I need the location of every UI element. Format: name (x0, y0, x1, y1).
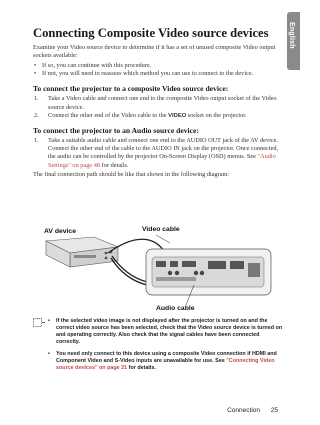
video-section-title: To connect the projector to a composite Video source device: (33, 84, 229, 94)
audio-section-title: To connect the projector to an Audio source device: (33, 126, 199, 136)
av-device-label: AV device (44, 228, 76, 235)
page-footer (0, 407, 290, 417)
step-item (33, 112, 279, 120)
step-number: 2. (34, 111, 39, 119)
video-cable-label: Video cable (142, 226, 180, 233)
bullet-item: • If so, you can continue with this procedure. (33, 62, 279, 70)
note-items (48, 318, 284, 377)
page-heading: Connecting Composite Video source devices (33, 26, 269, 40)
footer-section: Connection (227, 407, 260, 414)
step-number: 1. (34, 137, 39, 145)
step-text-end: socket on the projector. (186, 111, 247, 119)
av-device-illustration (46, 237, 118, 267)
connecting-video-link[interactable]: "Connecting Video source devices" on page 21 (56, 358, 275, 371)
video-socket-label: VIDEO (168, 112, 187, 119)
connection-illustration (36, 223, 278, 315)
language-tab-label: English (288, 22, 295, 49)
audio-steps (33, 137, 279, 170)
note-icon (33, 318, 45, 327)
step-text: Connect the other end of the Video cable to the (48, 111, 169, 119)
intro-paragraph: Examine your Video source device to determine if it has a set of unused composite Video output sockets available: (33, 44, 276, 59)
note-item: • You need only connect to this device using a composite Video connection if HDMI and Component Video and S-Video inputs are unavailable for use. See "Connecting Video source devices" on page 21 for details. (48, 351, 277, 371)
step-text-end: for details. (100, 161, 129, 169)
intro-bullets (33, 62, 279, 78)
note-text: You need only connect to this device using a composite Video connection if HDMI and Component Video and S-Video inputs are unavailable for use. See (56, 351, 277, 364)
final-paragraph: The final connection path should be like that shown in the following diagram: (33, 170, 230, 178)
note-item: • If the selected video image is not displayed after the projector is turned on and the correct video source has been selected, check that the Video source device is turned on and operating correctly. Also check that the signal cables have been connected correctly. (48, 318, 283, 345)
page-number: 25 (270, 407, 278, 414)
audio-cable-label: Audio cable (156, 305, 195, 312)
note-text: If the selected video image is not displayed after the projector is turned on and the correct video source has been selected, check that the Video source device is turned on and operating correctly. Also check that the signal cables have been connected correctly. (56, 318, 283, 345)
bullet-item: • If not, you will need to reassess which method you can use to connect to the device. (33, 70, 279, 78)
language-side-tab (287, 12, 300, 70)
page-content (33, 26, 279, 179)
step-text: Take a suitable audio cable and connect one end to the AUDIO OUT jack of the AV device. Connect the other end of the cable to the AUDIO IN jack on the projector. Once connected, the audio can be controlled by the projector On-Screen Display (OSD) menus. See (48, 137, 279, 161)
step-item (33, 137, 279, 170)
step-number: 1. (34, 95, 39, 103)
step-text: Take a Video cable and connect one end to the composite Video output socket of the Video source device. (48, 95, 277, 111)
projector-illustration (146, 249, 271, 295)
video-steps (33, 95, 279, 120)
note-text-end: for details. (127, 365, 156, 371)
connection-diagram (36, 223, 278, 315)
audio-settings-link[interactable]: "Audio Settings" on page 48 (48, 153, 276, 169)
step-item (33, 95, 279, 111)
